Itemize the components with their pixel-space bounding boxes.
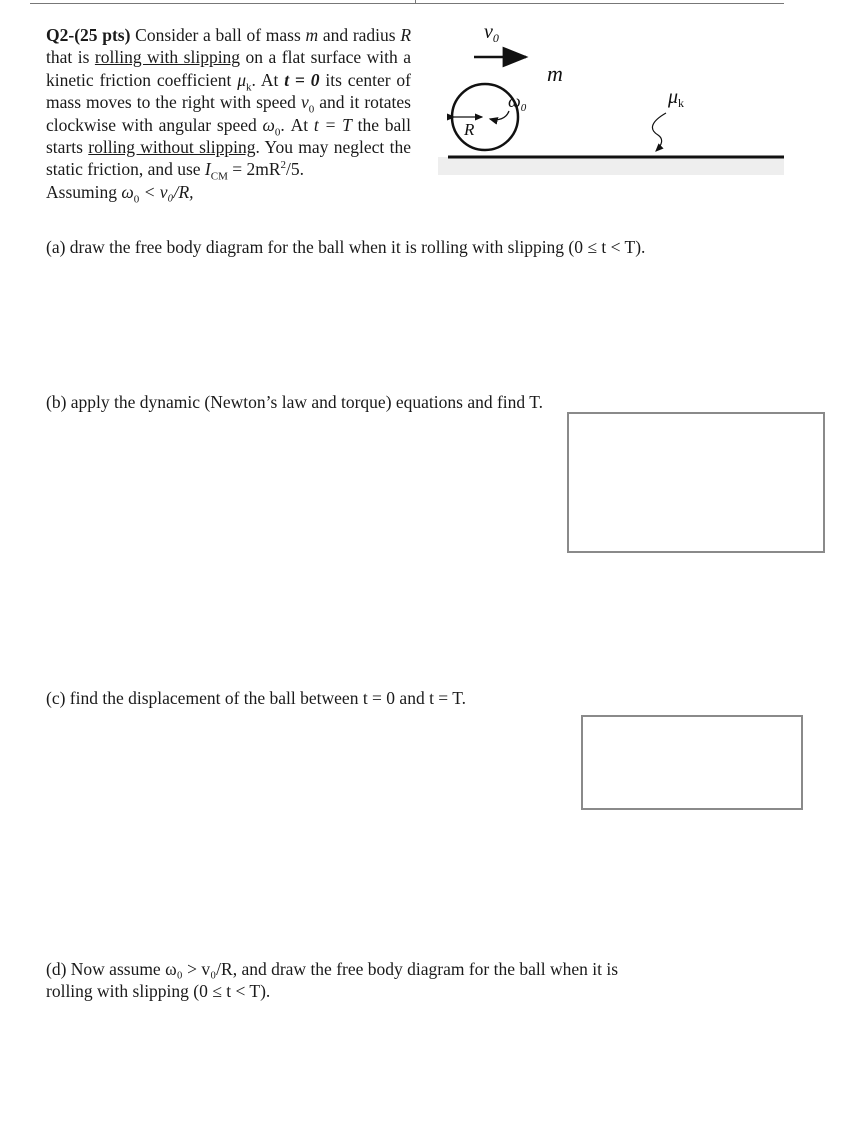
v0-subscript: 0 xyxy=(308,103,315,116)
text-fragment: . xyxy=(251,69,256,90)
assume-subscript: 0 xyxy=(133,193,140,206)
question-points: (25 pts) xyxy=(74,25,131,45)
top-table-border xyxy=(30,0,784,4)
omega0-symbol: ω xyxy=(262,114,275,135)
part-d-prompt xyxy=(46,958,618,1003)
assume-condition: < v₀/R, xyxy=(139,181,194,202)
answer-box-c[interactable] xyxy=(581,715,803,810)
text-fragment: the ball starts xyxy=(46,114,412,158)
mu-pointer-arrow-icon xyxy=(652,113,666,151)
text-fragment: its center of mass moves to the right with speed xyxy=(46,69,411,113)
radius-symbol: R xyxy=(400,25,412,45)
answer-box-b[interactable] xyxy=(567,412,825,553)
underlined-rolling-with-slipping: rolling with slipping xyxy=(94,47,241,68)
mu-subscript: k xyxy=(246,81,252,94)
t-zero-expr: t = 0 xyxy=(284,69,320,90)
text-fragment: = 2mR xyxy=(227,159,281,180)
assume-omega: ω xyxy=(121,181,134,202)
floor-shadow xyxy=(438,157,784,175)
part-d-line1: (d) Now assume ω₀ > v₀/R, and draw the free body diagram for the ball when it is xyxy=(46,959,619,979)
rolling-ball-diagram xyxy=(430,15,790,185)
radius-label: R xyxy=(464,120,475,139)
question-number: Q2- xyxy=(46,25,75,45)
text-fragment: Consider a ball of mass xyxy=(130,25,306,45)
underlined-rolling-without-slipping: rolling without slipping xyxy=(88,137,256,158)
text-fragment: that is xyxy=(46,47,95,68)
v0-symbol: v xyxy=(300,92,309,113)
mu-symbol: μ xyxy=(237,69,247,90)
text-fragment: and it rotates clockwise with angular speed xyxy=(46,92,411,135)
icm-subscript: CM xyxy=(210,170,228,183)
mu-k-label: $\mu_k$ xyxy=(668,86,685,110)
text-fragment: Assuming xyxy=(46,181,122,202)
omega-label: $\omega_0$ xyxy=(508,91,527,114)
part-b-prompt: (b) apply the dynamic (Newton’s law and torque) equations and find T. xyxy=(46,392,543,412)
question-statement xyxy=(46,24,412,206)
text-fragment: . At xyxy=(280,114,314,135)
v0-label: $v_0$ xyxy=(484,21,499,45)
mass-label: m xyxy=(547,61,563,86)
text-fragment: /5. xyxy=(286,159,305,180)
text-fragment: on a flat surface with a kinetic friction coefficient xyxy=(46,47,411,90)
omega0-subscript: 0 xyxy=(274,126,281,139)
text-fragment: and radius xyxy=(318,25,401,45)
top-table-divider xyxy=(415,0,416,4)
text-fragment: . You may neglect the static friction, and use xyxy=(46,137,411,180)
part-d-line2: rolling with slipping (0 ≤ t < T). xyxy=(46,981,271,1002)
mass-symbol: m xyxy=(305,25,319,45)
part-a-prompt: (a) draw the free body diagram for the ball when it is rolling with slipping (0 ≤ t < T). xyxy=(46,237,646,257)
icm-superscript: 2 xyxy=(280,159,287,172)
part-c-prompt: (c) find the displacement of the ball between t = 0 and t = T. xyxy=(46,688,466,708)
t-T-expr: t = T xyxy=(313,114,352,135)
text-fragment: At xyxy=(255,69,285,90)
icm-symbol: I xyxy=(204,159,211,180)
